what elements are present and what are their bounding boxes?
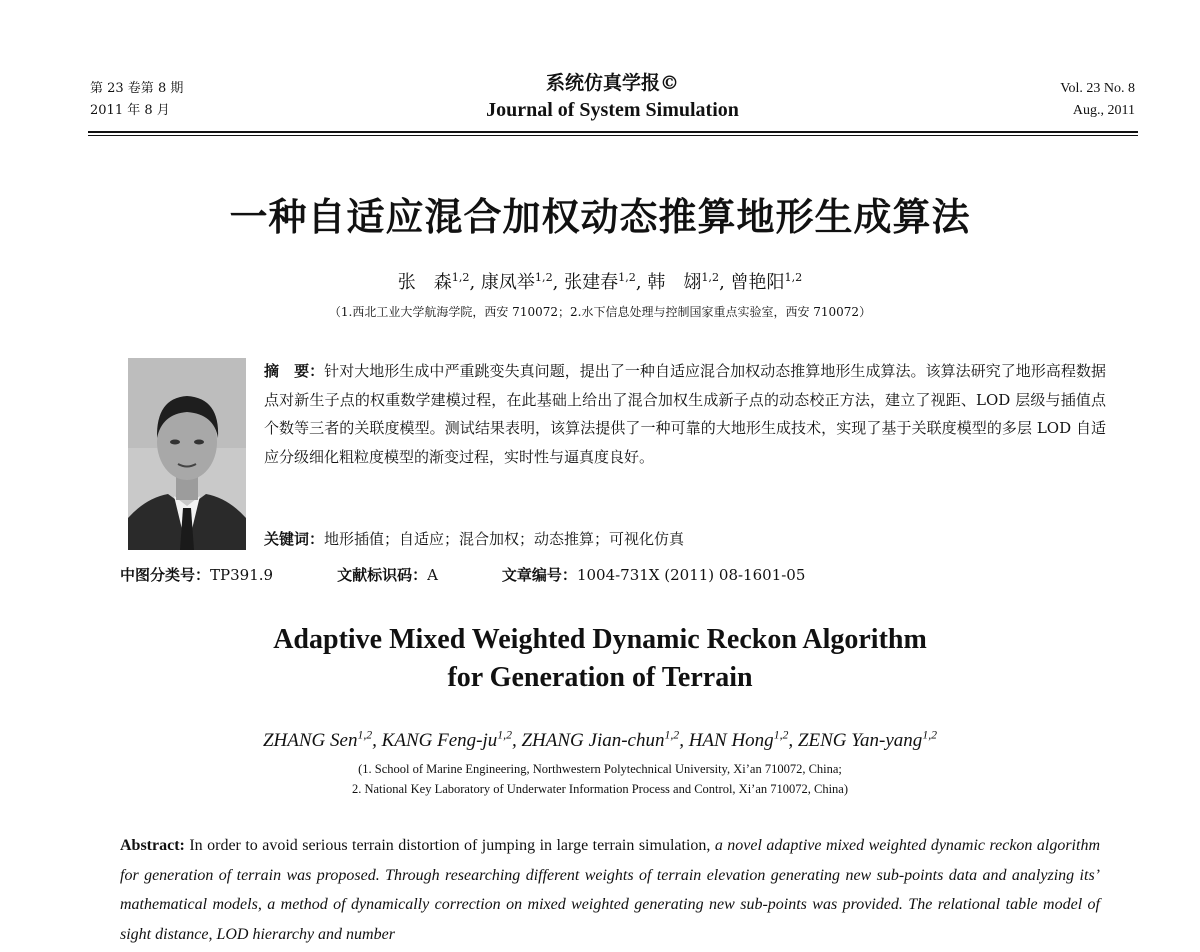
author-affil-sup: 1,2 bbox=[357, 728, 373, 742]
author-affil-sup: 1,2 bbox=[784, 271, 803, 284]
date-cn: 2011 年 8 月 bbox=[90, 103, 170, 118]
journal-name-cn: 系统仿真学报© bbox=[545, 72, 679, 94]
author-cn: 康凤举 bbox=[480, 272, 535, 293]
article-no-label: 文章编号： bbox=[501, 566, 577, 584]
author-affil-sup: 1,2 bbox=[701, 271, 720, 284]
affiliation-en-line2: 2. National Key Laboratory of Underwater Information Process and Control, Xi’an 710072, China) bbox=[351, 782, 849, 796]
author-affil-sup: 1,2 bbox=[922, 728, 938, 742]
author-affil-sup: 1,2 bbox=[451, 271, 470, 284]
abstract-label-en: Abstract: bbox=[120, 837, 185, 854]
author-photo bbox=[128, 358, 246, 550]
abstract-text-en-italic: a novel adaptive mixed weighted dynamic reckon algorithm for generation of terrain was proposed. Through researching different weights of terrain elevation generating new sub-points data and analyzing its’ mathematical models, a method of dynamically correction on mixed weighted generating new sub-points was provided. The relational table model of sight distance, LOD hierarchy and number bbox=[120, 837, 1101, 943]
author-en: KANG Feng-ju bbox=[381, 730, 498, 751]
journal-header bbox=[90, 66, 1135, 132]
affiliation-cn: （1.西北工业大学航海学院，西安 710072；2.水下信息处理与控制国家重点实验室，西安 710072） bbox=[328, 305, 872, 319]
volume-issue-cn: 第 23 卷第 8 期 bbox=[90, 81, 184, 96]
author-en: HAN Hong bbox=[688, 730, 774, 751]
clc-label: 中图分类号： bbox=[120, 566, 211, 584]
author-affil-sup: 1,2 bbox=[664, 728, 680, 742]
authors-en: ZHANG Sen$^{1,2}$, KANG Feng-ju$^{1,2}$, ZHANG Jian-chun$^{1,2}$, HAN Hong$^{1,2}$, ZENG Yan-yang$^{1,2}$ bbox=[262, 728, 938, 751]
author-affil-sup: 1,2 bbox=[497, 728, 512, 742]
author-en: ZHANG Jian-chun bbox=[521, 730, 665, 751]
author-affil-sup: 1,2 bbox=[534, 271, 553, 284]
header-center bbox=[90, 70, 1135, 124]
author-en: ZHANG Sen bbox=[262, 730, 358, 751]
header-right bbox=[1060, 78, 1135, 122]
header-rule-thin bbox=[88, 135, 1138, 136]
date-en: Aug., 2011 bbox=[1072, 103, 1135, 118]
article-no-value: 1004-731X (2011) 08-1601-05 bbox=[576, 566, 806, 584]
keywords-text-cn: 地形插值；自适应；混合加权；动态推算；可视化仿真 bbox=[324, 530, 685, 548]
clc-value: TP391.9 bbox=[210, 566, 274, 584]
abstract-en bbox=[120, 831, 1100, 949]
keywords-cn bbox=[264, 525, 1106, 553]
paper-title-en bbox=[0, 621, 1200, 697]
title-en-line1: Adaptive Mixed Weighted Dynamic Reckon Algorithm bbox=[273, 624, 927, 655]
abstract-text-cn: 针对大地形生成中严重跳变失真问题，提出了一种自适应混合加权动态推算地形生成算法。该算法研究了地形高程数据点对新生子点的权重数学建模过程，在此基础上给出了混合加权生成新子点的动态校正方法，建立了视距、LOD 层级与插值点个数等三者的关联度模型。测试结果表明，该算法提供了一种可靠的大地形生成技术，实现了基于关联度模型的多层 LOD 自适应分级细化粗粒度模型的渐变过程，实时性与逼真度良好。 bbox=[264, 362, 1106, 466]
doc-code-value: A bbox=[427, 566, 438, 584]
abstract-cn bbox=[264, 357, 1106, 471]
affiliation-en-line1: (1. School of Marine Engineering, Northwestern Polytechnical University, Xi’an 710072, China; bbox=[358, 762, 842, 776]
abstract-label-cn: 摘 要： bbox=[264, 362, 325, 380]
author-affil-sup: 1,2 bbox=[773, 728, 789, 742]
author-affil-sup: 1,2 bbox=[618, 271, 636, 284]
header-rule-thick bbox=[88, 131, 1138, 133]
paper-title-cn: 一种自适应混合加权动态推算地形生成算法 bbox=[229, 194, 971, 239]
author-en: ZENG Yan-yang bbox=[797, 730, 923, 751]
author-cn: 张建春 bbox=[564, 272, 619, 293]
author-portrait-image bbox=[128, 358, 246, 550]
affiliation-en bbox=[0, 759, 1200, 799]
title-en-line2: for Generation of Terrain bbox=[447, 662, 753, 693]
abstract-text-en-plain: In order to avoid serious terrain distortion of jumping in large terrain simulation, bbox=[184, 837, 715, 854]
author-cn: 韩 翃 bbox=[647, 272, 702, 293]
journal-name-en: Journal of System Simulation bbox=[486, 99, 739, 121]
doc-code-label: 文献标识码： bbox=[337, 566, 428, 584]
keywords-label-cn: 关键词： bbox=[264, 530, 325, 548]
author-cn: 张 森 bbox=[397, 272, 452, 293]
author-cn: 曾艳阳 bbox=[730, 272, 785, 293]
classification-line bbox=[120, 563, 1020, 587]
volume-issue-en: Vol. 23 No. 8 bbox=[1060, 81, 1135, 96]
authors-cn: 张 森$^{1,2}$, 康凤举$^{1,2}$, 张建春$^{1,2}$, 韩 翃$^{1,2}$, 曾艳阳$^{1,2}$ bbox=[397, 271, 803, 293]
